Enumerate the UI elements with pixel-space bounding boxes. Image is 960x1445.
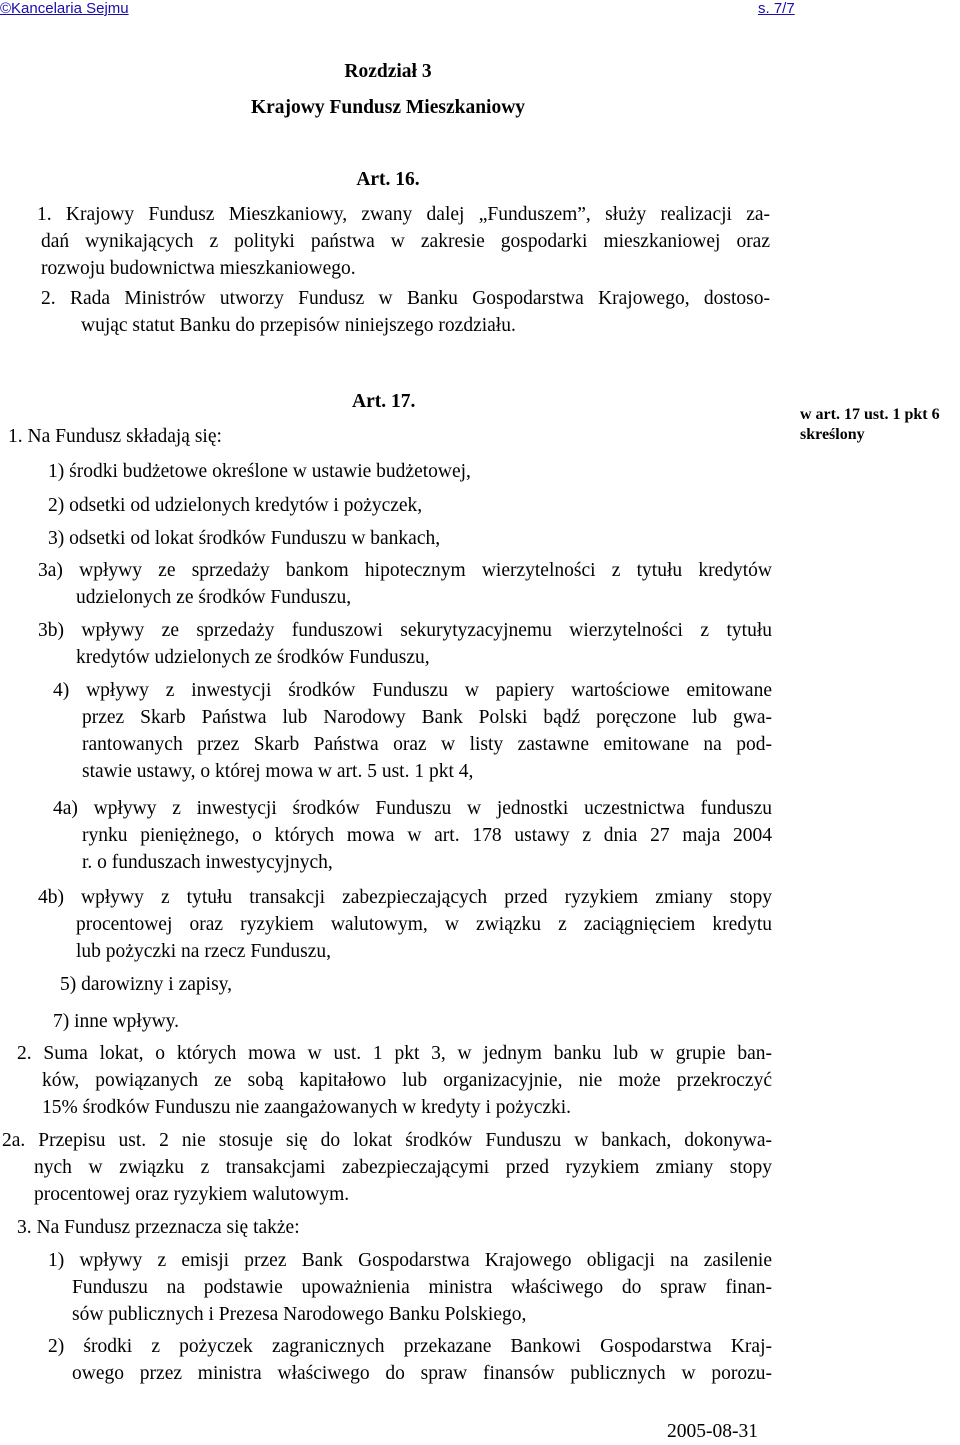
art17-point-2: 2) odsetki od udzielonych kredytów i pożyczek,: [48, 495, 423, 516]
art17-ust3-point-2: [48, 1333, 772, 1387]
ust-line: ków, powiązanych ze sobą kapitałowo lub organizacyjnie, nie może przekroczyć: [42, 1070, 772, 1091]
art16-ust1: [37, 201, 770, 282]
art16-ust1-line: dań wynikających z polityki państwa w zakresie gospodarki mieszkaniowej oraz: [41, 231, 770, 252]
copyright-link[interactable]: ©Kancelaria Sejmu: [0, 0, 129, 17]
point-line: owego przez ministra właściwego do spraw finansów publicznych w porozu-: [72, 1363, 772, 1384]
page-number-link[interactable]: s. 7/7: [758, 0, 795, 17]
point-line: 4b) wpływy z tytułu transakcji zabezpieczających przed ryzykiem zmiany stopy: [38, 887, 772, 908]
art17-point-4: [53, 677, 772, 785]
footer-date: 2005-08-31: [667, 1421, 758, 1442]
point-line: stawie ustawy, o której mowa w art. 5 ust. 1 pkt 4,: [82, 761, 474, 782]
art17-point-3b: [38, 617, 772, 671]
art16-ust1-line: 1. Krajowy Fundusz Mieszkaniowy, zwany dalej „Funduszem”, służy realizacji za-: [37, 204, 770, 225]
art16-ust2: [41, 285, 770, 339]
chapter-number: Rozdział 3: [344, 61, 432, 82]
art17-point-7: 7) inne wpływy.: [53, 1011, 180, 1032]
ust-line: nych w związku z transakcjami zabezpieczającymi przed ryzykiem zmiany stopy: [34, 1157, 772, 1178]
art16-ust2-line: wując statut Banku do przepisów niniejszego rozdziału.: [81, 315, 516, 336]
chapter-title: Krajowy Fundusz Mieszkaniowy: [250, 97, 526, 118]
art17-point-4a: [53, 795, 772, 876]
margin-note-line: skreślony: [800, 426, 865, 443]
point-line: procentowej oraz ryzykiem walutowym, w związku z zaciągnięciem kredytu: [76, 914, 772, 935]
art17-point-1: 1) środki budżetowe określone w ustawie budżetowej,: [48, 461, 471, 482]
ust-line: 15% środków Funduszu nie zaangażowanych w kredyty i pożyczki.: [42, 1097, 572, 1118]
art16-ust2-line: 2. Rada Ministrów utworzy Fundusz w Banku Gospodarstwa Krajowego, dostoso-: [41, 288, 770, 309]
art16-ust1-line: rozwoju budownictwa mieszkaniowego.: [41, 258, 356, 279]
art16-heading: Art. 16.: [356, 169, 420, 190]
point-line: lub pożyczki na rzecz Funduszu,: [76, 941, 332, 962]
margin-note: [800, 405, 960, 445]
point-line: udzielonych ze środków Funduszu,: [76, 587, 352, 608]
point-line: rynku pieniężnego, o których mowa w art. 178 ustawy z dnia 27 maja 2004: [82, 825, 772, 846]
point-line: 4) wpływy z inwestycji środków Funduszu w papiery wartościowe emitowane: [53, 680, 772, 701]
point-line: r. o funduszach inwestycyjnych,: [82, 852, 333, 873]
art17-point-5: 5) darowizny i zapisy,: [60, 974, 233, 995]
art17-ust2a: [2, 1127, 772, 1208]
ust-line: 2. Suma lokat, o których mowa w ust. 1 pkt 3, w jednym banku lub w grupie ban-: [17, 1043, 772, 1064]
point-line: 3b) wpływy ze sprzedaży funduszowi sekurytyzacyjnemu wierzytelności z tytułu: [38, 620, 772, 641]
ust-line: 2a. Przepisu ust. 2 nie stosuje się do lokat środków Funduszu w bankach, dokonywa-: [2, 1130, 772, 1151]
point-line: 2) środki z pożyczek zagranicznych przekazane Bankowi Gospodarstwa Kraj-: [48, 1336, 772, 1357]
art17-ust1-intro: 1. Na Fundusz składają się:: [8, 426, 222, 447]
art17-ust2: [17, 1040, 772, 1121]
point-line: kredytów udzielonych ze środków Funduszu,: [76, 647, 430, 668]
point-line: 4a) wpływy z inwestycji środków Funduszu w jednostki uczestnictwa funduszu: [53, 798, 772, 819]
point-line: 3a) wpływy ze sprzedaży bankom hipotecznym wierzytelności z tytułu kredytów: [38, 560, 772, 581]
art17-point-3a: [38, 557, 772, 611]
ust-line: procentowej oraz ryzykiem walutowym.: [34, 1184, 350, 1205]
point-line: 1) wpływy z emisji przez Bank Gospodarstwa Krajowego obligacji na zasilenie: [48, 1250, 772, 1271]
art17-ust3-intro: 3. Na Fundusz przeznacza się także:: [17, 1217, 300, 1238]
point-line: Funduszu na podstawie upoważnienia ministra właściwego do spraw finan-: [72, 1277, 772, 1298]
point-line: sów publicznych i Prezesa Narodowego Banku Polskiego,: [72, 1304, 527, 1325]
art17-ust3-point-1: [48, 1247, 772, 1328]
margin-note-line: w art. 17 ust. 1 pkt 6: [800, 406, 940, 423]
art17-point-3: 3) odsetki od lokat środków Funduszu w bankach,: [48, 528, 441, 549]
art17-point-4b: [38, 884, 772, 965]
art17-heading: Art. 17.: [352, 391, 416, 412]
point-line: rantowanych przez Skarb Państwa oraz w listy zastawne emitowane na pod-: [82, 734, 772, 755]
point-line: przez Skarb Państwa lub Narodowy Bank Polski bądź poręczone lub gwa-: [82, 707, 772, 728]
